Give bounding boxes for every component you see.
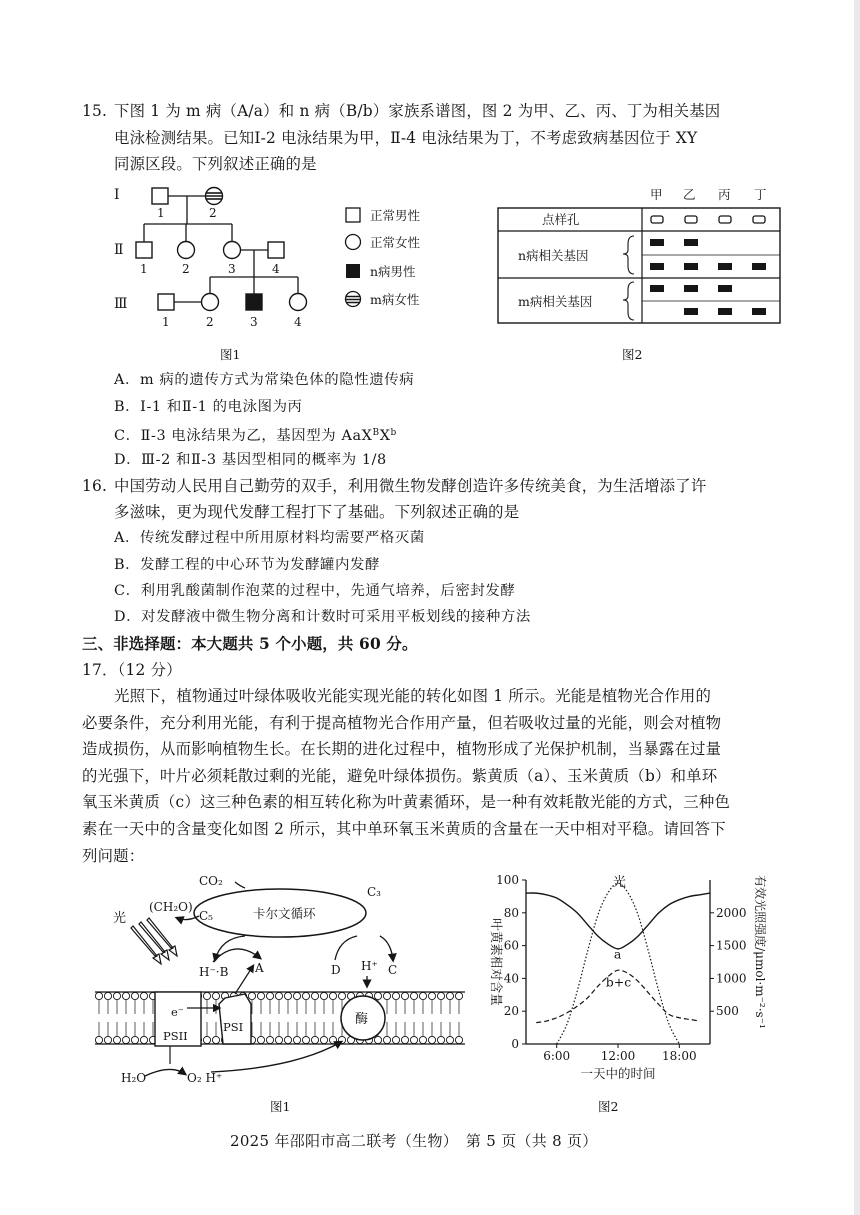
gen3-female-2 bbox=[202, 294, 219, 311]
psi-label: PSI bbox=[223, 1020, 244, 1034]
gen1-male-1 bbox=[152, 188, 168, 204]
gen2-male-1 bbox=[136, 242, 152, 258]
q16-option-a: A．传统发酵过程中所用原材料均需要严格灭菌 bbox=[114, 530, 425, 546]
q16-option-b: B．发酵工程的中心环节为发酵罐内发酵 bbox=[114, 557, 381, 573]
hplus-label: H⁺ bbox=[361, 959, 378, 973]
q17-para-line5: 氧玉米黄质（c）这三种色素的相互转化称为叶黄素循环，是一种有效耗散光能的方式，三种色 bbox=[82, 793, 731, 811]
xanthophyll-chart bbox=[478, 866, 768, 1091]
gen1-num-1: 1 bbox=[157, 206, 165, 220]
a-label: A bbox=[255, 961, 264, 975]
electrophoresis-figure bbox=[496, 186, 786, 328]
q17-para-line6: 素在一天中的含量变化如图 2 所示，其中单环氧玉米黄质的含量在一天中相对平稳。请回答下 bbox=[82, 820, 726, 838]
section-3-heading: 三、非选择题：本大题共 5 个小题，共 60 分。 bbox=[82, 635, 418, 653]
y-left-tick-label: 0 bbox=[511, 1037, 519, 1051]
y-right-tick-label: 1000 bbox=[716, 971, 747, 986]
y-right-tick-label: 1500 bbox=[716, 938, 747, 953]
col-label-ding: 丁 bbox=[754, 187, 767, 202]
y-left-tick-label: 40 bbox=[503, 971, 519, 986]
q15-option-c: C．Ⅱ-3 电泳结果为乙，基因型为 $AaX^BX^b$ bbox=[114, 428, 397, 444]
y-right-tick-label: 2000 bbox=[716, 905, 747, 920]
row-label-m: m病相关基因 bbox=[518, 294, 593, 309]
gen2-female-3 bbox=[224, 242, 241, 259]
q15-stem-line3: 同源区段。下列叙述正确的是 bbox=[114, 155, 317, 173]
q17-header: 17．（12 分） bbox=[82, 661, 182, 679]
x-tick-label: 12:00 bbox=[600, 1049, 636, 1063]
light-arrows-icon bbox=[131, 918, 177, 964]
calvin-cycle-label: 卡尔文循环 bbox=[253, 906, 316, 921]
gen-label-2: Ⅱ bbox=[114, 242, 124, 258]
ch2o-label: (CH₂O) bbox=[149, 900, 193, 914]
c5-label: C₅ bbox=[199, 909, 213, 923]
q17-para-line7: 列问题： bbox=[82, 847, 145, 865]
q17-fig2-caption: 图2 bbox=[598, 1099, 619, 1114]
eminus-label: e⁻ bbox=[171, 1005, 184, 1019]
q15-option-a: A．m 病的遗传方式为常染色体的隐性遗传病 bbox=[114, 372, 415, 388]
legend-normal-female: 正常女性 bbox=[370, 235, 421, 250]
q15-stem-line2: 电泳检测结果。已知Ⅰ-2 电泳结果为甲，Ⅱ-4 电泳结果为丁，不考虑致病基因位于 XY bbox=[114, 129, 698, 147]
series-line-dotted bbox=[557, 883, 680, 1044]
gen3-num-1: 1 bbox=[162, 315, 170, 329]
o2h-label: O₂ H⁺ bbox=[187, 1071, 223, 1085]
x-tick-label: 18:00 bbox=[662, 1049, 697, 1063]
gen-label-1: Ⅰ bbox=[114, 187, 120, 203]
gen3-male-1 bbox=[158, 294, 174, 310]
legend-normal-male: 正常男性 bbox=[370, 208, 421, 223]
q16-option-d: D．对发酵液中微生物分离和计数时可采用平板划线的接种方法 bbox=[114, 609, 531, 625]
y-left-tick-label: 60 bbox=[503, 938, 519, 953]
y-axis-right-label: 有效光照强度/μmol·m⁻²·s⁻¹ bbox=[753, 875, 767, 1029]
q17-fig1-caption: 图1 bbox=[270, 1099, 291, 1114]
q15-option-d: D．Ⅲ-2 和Ⅱ-3 基因型相同的概率为 1/8 bbox=[114, 452, 387, 468]
y-left-tick-label: 80 bbox=[503, 905, 519, 920]
thylakoid-membrane bbox=[95, 992, 465, 1044]
gen2-num-4: 4 bbox=[272, 262, 280, 276]
q17-para-line3: 造成损伤，从而影响植物生长。在长期的进化过程中，植物形成了光保护机制，当暴露在过量 bbox=[82, 740, 722, 758]
y-axis-left-label: 叶黄素相对含量 bbox=[489, 918, 504, 1006]
y-left-tick-label: 20 bbox=[503, 1004, 519, 1019]
q15-option-b: B．Ⅰ-1 和Ⅱ-1 的电泳图为丙 bbox=[114, 399, 303, 415]
annotation-a: a bbox=[613, 946, 622, 962]
c-label: C bbox=[388, 963, 398, 977]
gen3-female-4 bbox=[290, 294, 307, 311]
q16-number: 16. bbox=[82, 477, 108, 495]
q15-fig1-caption: 图1 bbox=[220, 347, 241, 362]
gen3-num-2: 2 bbox=[206, 315, 214, 329]
legend-m-female: m病女性 bbox=[370, 292, 420, 307]
q17-para-line1: 光照下，植物通过叶绿体吸收光能实现光能的转化如图 1 所示。光能是植物光合作用的 bbox=[114, 687, 712, 705]
row-label-sample: 点样孔 bbox=[542, 212, 580, 227]
q15-stem-line1: 下图 1 为 m 病（A/a）和 n 病（B/b）家族系谱图，图 2 为甲、乙、丙、丁为相关基因 bbox=[114, 102, 721, 120]
gen3-num-3: 3 bbox=[250, 315, 258, 329]
q16-option-c: C．利用乳酸菌制作泡菜的过程中，先通气培养，后密封发酵 bbox=[114, 583, 516, 599]
col-label-yi: 乙 bbox=[683, 187, 696, 202]
q15-fig2-caption: 图2 bbox=[622, 347, 643, 362]
psi-complex bbox=[219, 994, 251, 1044]
co2-label: CO₂ bbox=[199, 874, 223, 888]
q16-stem-line2: 多滋味，更为现代发酵工程打下了基础。下列叙述正确的是 bbox=[114, 503, 520, 521]
d-label: D bbox=[331, 963, 341, 977]
c3-label: C₃ bbox=[367, 885, 381, 899]
annotation-bc: b+c bbox=[605, 974, 632, 990]
page-edge bbox=[854, 0, 860, 1215]
y-right-tick-label: 500 bbox=[716, 1004, 739, 1019]
gen2-female-2 bbox=[178, 242, 195, 259]
gen-label-3: Ⅲ bbox=[114, 296, 128, 312]
q16-stem-line1: 中国劳动人民用自己勤劳的双手，利用微生物发酵创造许多传统美食，为生活增添了许 bbox=[114, 477, 707, 495]
q17-para-line4: 的光强下，叶片必须耗散过剩的光能，避免叶绿体损伤。紫黄质（a）、玉米黄质（b）和单环 bbox=[82, 767, 718, 785]
col-label-jia: 甲 bbox=[650, 187, 663, 202]
row-label-n: n病相关基因 bbox=[518, 248, 589, 263]
enzyme-label: 酶 bbox=[355, 1012, 369, 1027]
gen2-num-3: 3 bbox=[228, 262, 236, 276]
page-footer: 2025 年邵阳市高二联考（生物） 第 5 页（共 8 页） bbox=[230, 1132, 598, 1150]
q17-para-line2: 必要条件，充分利用光能，有利于提高植物光合作用产量，但若吸收过量的光能，则会对植物 bbox=[82, 714, 722, 732]
legend-n-male: n病男性 bbox=[370, 264, 416, 279]
h2o-label: H₂O bbox=[121, 1071, 147, 1085]
hb-label: H⁻·B bbox=[199, 965, 229, 979]
gen2-num-2: 2 bbox=[182, 262, 190, 276]
q15-number: 15. bbox=[82, 102, 108, 120]
psii-label: PSII bbox=[163, 1029, 188, 1043]
col-label-bing: 丙 bbox=[718, 187, 731, 202]
x-tick-label: 6:00 bbox=[543, 1049, 571, 1063]
series-line-solid bbox=[526, 893, 710, 949]
x-axis-label: 一天中的时间 bbox=[580, 1066, 656, 1081]
gen2-male-4 bbox=[268, 242, 284, 258]
annotation-light: 光 bbox=[612, 874, 626, 890]
gen2-num-1: 1 bbox=[140, 262, 148, 276]
gen3-num-4: 4 bbox=[294, 315, 302, 329]
gen3-male-3-n-affected bbox=[246, 294, 262, 310]
pedigree-figure bbox=[108, 180, 438, 340]
photosynthesis-diagram bbox=[95, 868, 465, 1098]
light-label: 光 bbox=[113, 911, 127, 926]
gen1-num-2: 2 bbox=[209, 206, 217, 220]
y-left-tick-label: 100 bbox=[496, 873, 519, 887]
